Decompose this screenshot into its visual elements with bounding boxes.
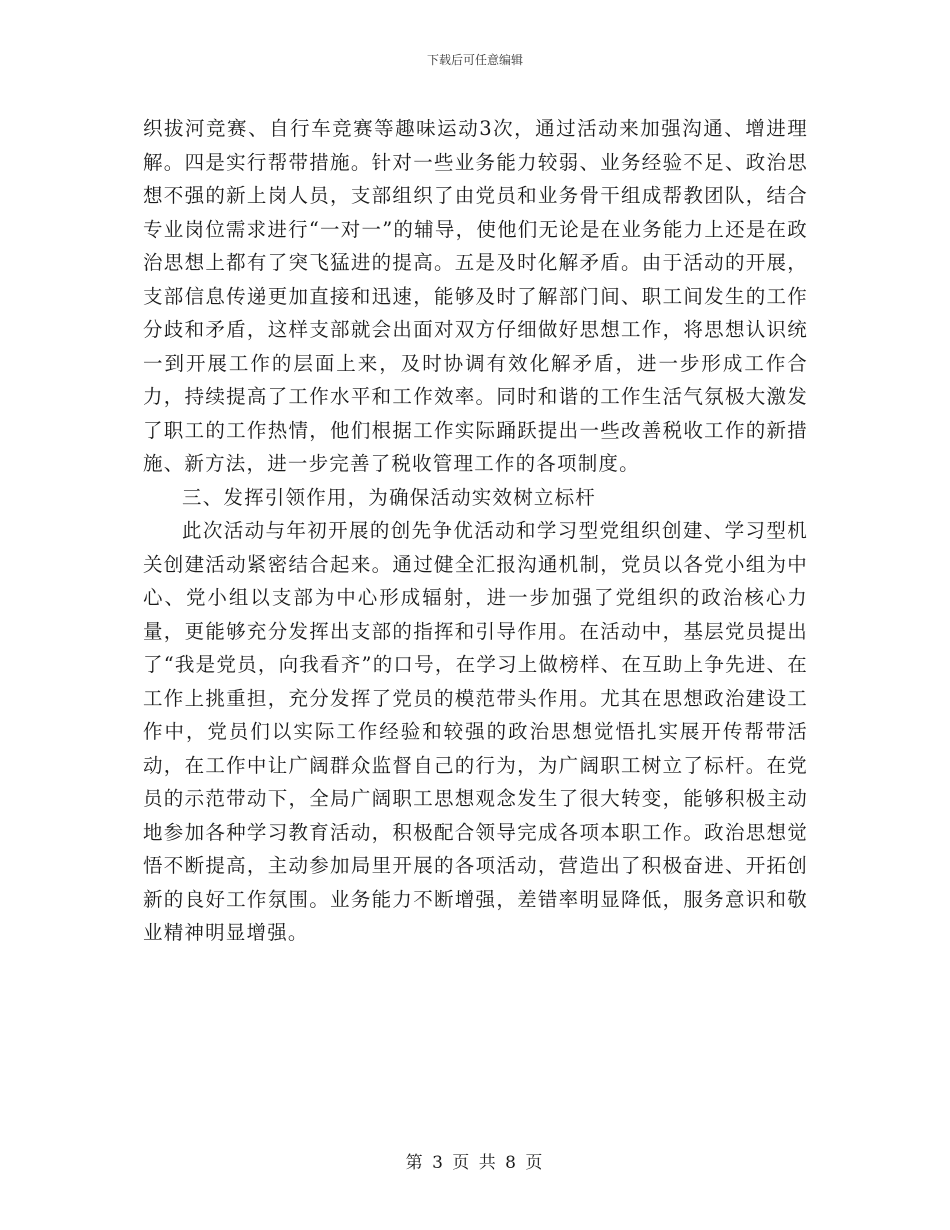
page-footer [0,1152,950,1174]
paragraph: 此次活动与年初开展的创先争优活动和学习型党组织创建、学习型机关创建活动紧密结合起来。通过健全汇报沟通机制，党员以各党小组为中心、党小组以支部为中心形成辐射，进一步加强了党组织的政治核心力量，更能够充分发挥出支部的指挥和引导作用。在活动中，基层党员提出了“我是党员，向我看齐”的口号，在学习上做榜样、在互助上争先进、在工作上挑重担，充分发挥了党员的模范带头作用。尤其在思想政治建设工作中，党员们以实际工作经验和较强的政治思想觉悟扎实展开传帮带活动，在工作中让广阔群众监督自己的行为，为广阔职工树立了标杆。在党员的示范带动下，全局广阔职工思想观念发生了很大转变，能够积极主动地参加各种学习教育活动，积极配合领导完成各项本职工作。政治思想觉悟不断提高，主动参加局里开展的各项活动，营造出了积极奋进、开拓创新的良好工作氛围。业务能力不断增强，差错率明显降低，服务意识和敬业精神明显增强。 [143,519,808,944]
header-note: 下载后可任意编辑 [426,53,523,67]
paragraph-continuation: 织拔河竞赛、自行车竞赛等趣味运动3次，通过活动来加强沟通、增进理解。四是实行帮带措施。针对一些业务能力较弱、业务经验不足、政治思想不强的新上岗人员，支部组织了由党员和业务骨干组成帮教团队，结合专业岗位需求进行“一对一”的辅导，使他们无论是在业务能力上还是在政治思想上都有了突飞猛进的提高。五是及时化解矛盾。由于活动的开展，支部信息传递更加直接和迅速，能够及时了解部门间、职工间发生的工作分歧和矛盾，这样支部就会出面对双方仔细做好思想工作，将思想认识统一到开展工作的层面上来，及时协调有效化解矛盾，进一步形成工作合力，持续提高了工作水平和工作效率。同时和谐的工作生活气氛极大激发了职工的工作热情，他们根据工作实际踊跃提出一些改善税收工作的新措施、新方法，进一步完善了税收管理工作的各项制度。 [143,117,808,475]
section-heading: 三、发挥引领作用，为确保活动实效树立标杆 [182,485,597,509]
page-number: 第 3 页 共 8 页 [405,1153,545,1173]
document-body [143,112,808,950]
page-header [0,52,950,68]
